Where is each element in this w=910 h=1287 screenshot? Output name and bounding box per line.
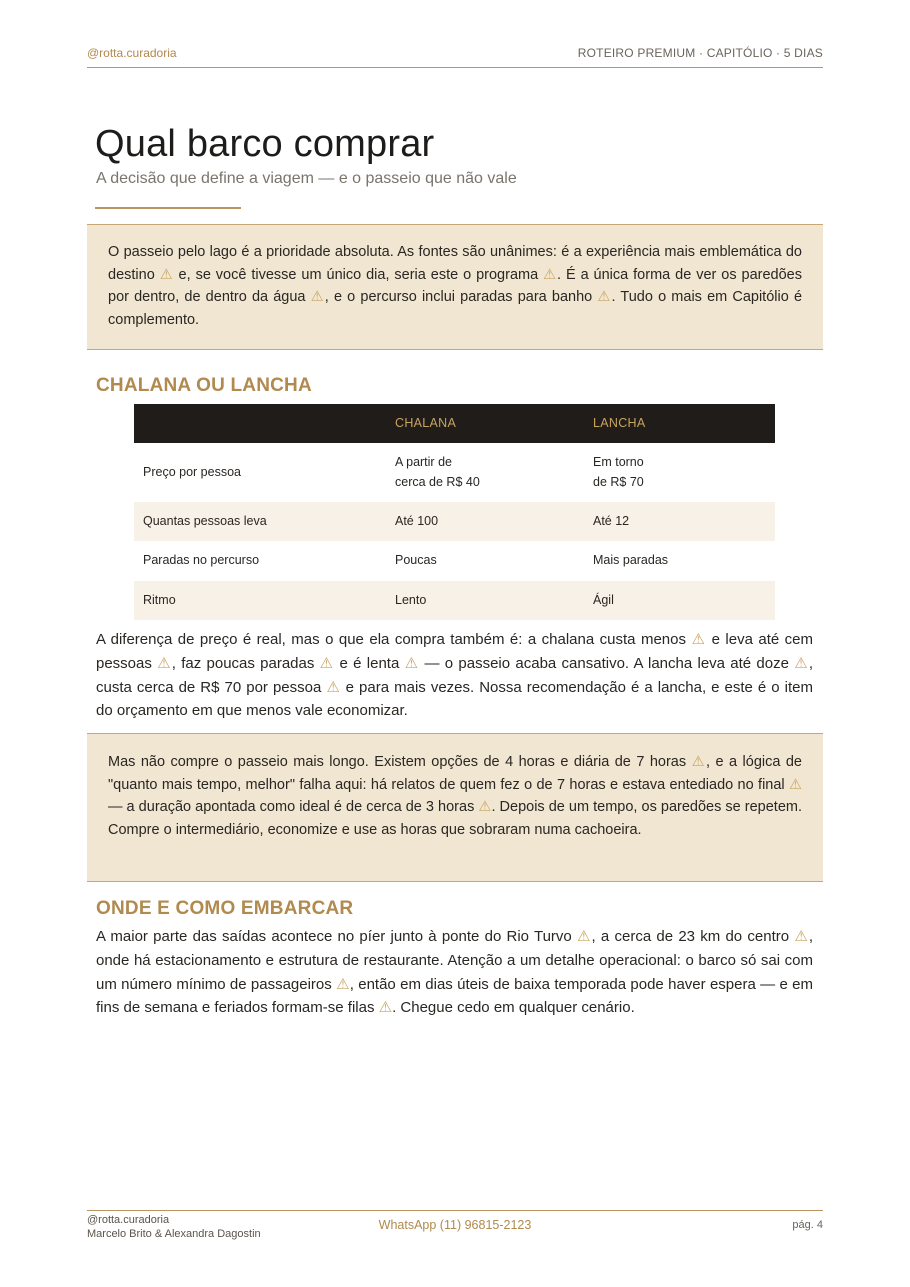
warning-triangle-icon: ⚠ (794, 654, 809, 672)
section-heading-boarding: ONDE E COMO EMBARCAR (96, 898, 354, 919)
section-heading-boat-choice: CHALANA OU LANCHA (96, 375, 312, 396)
warning-triangle-icon: ⚠ (478, 799, 492, 816)
warning-triangle-icon: ⚠ (336, 975, 350, 993)
table-cell: Lento (395, 592, 427, 607)
page-header (87, 46, 823, 68)
boarding-paragraph: A maior parte das saídas acontece no píer junto à ponte do Rio Turvo ⚠, a cerca de 23 km do centro ⚠, onde há estacionamento e estrutura de restaurante. Atenção a um detalhe operacional: o barco só sai com um número mínimo de passageiros ⚠, então em dias úteis de baixa temporada pode haver espera — e em fins de semana e feriados formam-se filas ⚠. Chegue cedo em qualquer cenário. (96, 928, 813, 1017)
table-cell: Até 100 (395, 513, 439, 528)
warning-triangle-icon: ⚠ (691, 631, 707, 648)
title-divider (95, 207, 241, 209)
table-cell: Mais paradas (593, 553, 669, 568)
footer-authors: Marcelo Brito & Alexandra Dagostin (87, 1228, 261, 1240)
table-cell: Poucas (395, 553, 437, 568)
price-difference-paragraph: A diferença de preço é real, mas o que ela compra também é: a chalana custa menos ⚠ e leva até cem pessoas ⚠, faz poucas paradas ⚠ e é lenta ⚠ — o passeio acaba cansativo. A lancha leva até doze ⚠, custa cerca de R$ 70 por pessoa ⚠ e para mais vezes. Nossa recomendação é a lancha, e este é o item do orçamento em que menos vale economizar. (96, 631, 814, 720)
header-handle: @rotta.curadoria (87, 46, 177, 60)
warning-triangle-icon: ⚠ (326, 678, 341, 696)
table-cell: Ritmo (143, 592, 176, 607)
callout-text: Mas não compre o passeio mais longo. Existem opções de 4 horas e diária de 7 horas ⚠, e a lógica de "quanto mais tempo, melhor" falha aqui: há relatos de quem fez o de 7 horas e estava entediado no final ⚠ — a duração apontada como ideal é de cerca de 3 horas ⚠. Depois de um tempo, os paredões se repetem. Compre o intermediário, economize e use as horas que sobraram numa cachoeira. (108, 754, 803, 838)
comparison-table (134, 404, 775, 620)
duration-callout (87, 733, 823, 882)
callout-text: O passeio pelo lago é a prioridade absoluta. As fontes são unânimes: é a experiência mais emblemática do destino ⚠ e, se você tivesse um único dia, seria este o programa ⚠. É a única forma de ver os paredões por dentro, de dentro da água ⚠, e o percurso inclui paradas para banho ⚠. Tudo o mais em Capitólio é complemento. (108, 244, 803, 328)
warning-triangle-icon: ⚠ (157, 654, 172, 672)
warning-triangle-icon: ⚠ (577, 928, 592, 945)
warning-triangle-icon: ⚠ (597, 289, 612, 306)
warning-triangle-icon: ⚠ (789, 776, 802, 793)
warning-triangle-icon: ⚠ (319, 654, 335, 672)
table-cell: A partir de cerca de R$ 40 (395, 455, 480, 489)
warning-triangle-icon: ⚠ (691, 754, 707, 770)
page-subtitle: A decisão que define a viagem — e o passeio que não vale (96, 170, 517, 187)
table-row (134, 443, 775, 502)
page-title: Qual barco comprar (95, 123, 435, 165)
whatsapp-contact-link[interactable]: WhatsApp (11) 96815-2123 (378, 1218, 532, 1232)
table-cell: Até 12 (593, 513, 630, 528)
table-cell: Paradas no percurso (143, 553, 260, 568)
page-number: pág. 4 (792, 1219, 823, 1231)
table-cell: Em torno de R$ 70 (593, 455, 644, 489)
warning-triangle-icon: ⚠ (794, 928, 809, 945)
warning-triangle-icon: ⚠ (543, 266, 557, 283)
table-header (134, 404, 775, 443)
table-header-cell: CHALANA (395, 415, 457, 430)
priority-callout (87, 224, 823, 350)
table-header-cell: LANCHA (593, 415, 646, 430)
table-row (134, 502, 775, 541)
warning-triangle-icon: ⚠ (378, 999, 393, 1017)
table-cell: Ágil (593, 592, 614, 607)
table-row (134, 581, 775, 620)
warning-triangle-icon: ⚠ (310, 289, 325, 306)
warning-triangle-icon: ⚠ (159, 266, 174, 283)
page-footer (87, 1210, 823, 1244)
table-row (134, 541, 775, 581)
warning-triangle-icon: ⚠ (404, 654, 420, 672)
table-cell: Quantas pessoas leva (143, 513, 267, 528)
table-cell: Preço por pessoa (143, 464, 241, 479)
footer-handle: @rotta.curadoria (87, 1214, 170, 1226)
header-series: ROTEIRO PREMIUM · CAPITÓLIO · 5 DIAS (577, 46, 823, 60)
